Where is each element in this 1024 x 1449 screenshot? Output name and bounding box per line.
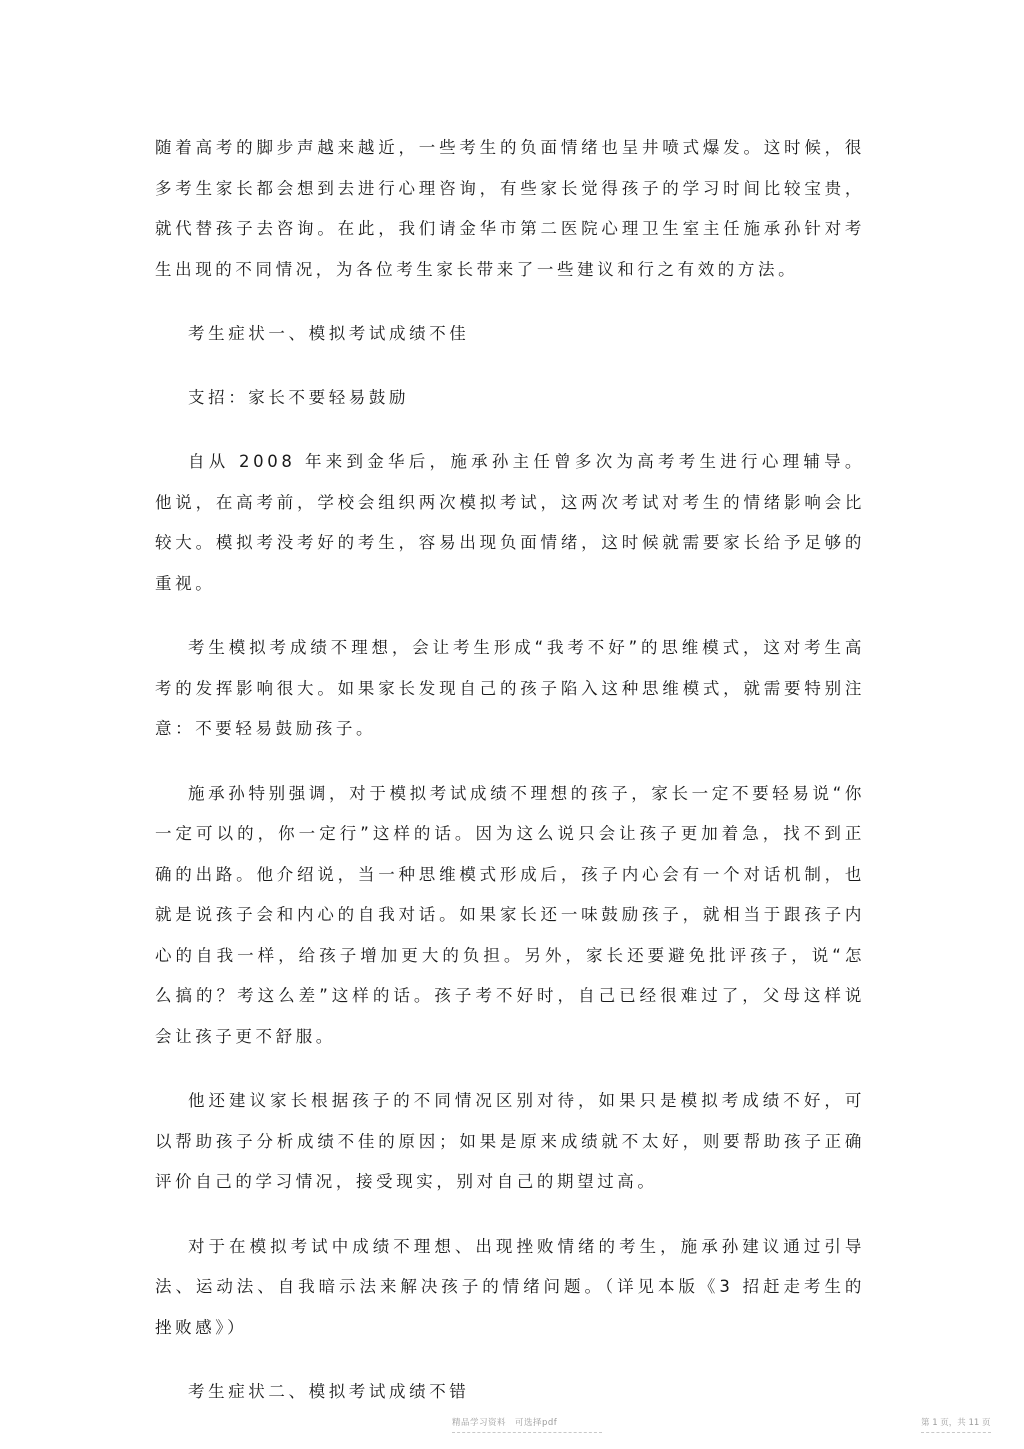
footer-watermark-text: 精品学习资料 可选择pdf xyxy=(452,1418,558,1428)
intro-paragraph: 随着高考的脚步声越来越近，一些考生的负面情绪也呈井喷式爆发。这时候，很多考生家长都会想到去进行心理咨询，有些家长觉得孩子的学习时间比较宝贵，就代替孩子去咨询。在此，我们请金华市第二医院心理卫生室主任施承孙针对考生出现的不同情况，为各位考生家长带来了一些建议和行之有效的方法。 xyxy=(155,138,865,279)
body-paragraph-5: 他还建议家长根据孩子的不同情况区别对待，如果只是模拟考成绩不好，可以帮助孩子分析成绩不佳的原因；如果是原来成绩就不太好，则要帮助孩子正确评价自己的学习情况，接受现实，别对自己的期望过高。 xyxy=(155,1091,865,1191)
page-number-text: 第 1 页，共 11 页 xyxy=(921,1418,991,1428)
section-heading-symptom-1: 考生症状一、模拟考试成绩不佳 xyxy=(188,324,470,343)
spacer xyxy=(155,604,865,628)
document-body xyxy=(155,128,865,1412)
spacer xyxy=(155,1057,865,1081)
spacer xyxy=(155,418,865,442)
footer-dashed-line-right xyxy=(921,1432,991,1433)
body-paragraph-6: 对于在模拟考试中成绩不理想、出现挫败情绪的考生，施承孙建议通过引导法、运动法、自我暗示法来解决孩子的情绪问题。（详见本版《3 招赶走考生的挫败感》） xyxy=(155,1236,865,1337)
spacer xyxy=(155,750,865,774)
spacer xyxy=(155,1203,865,1227)
body-paragraph-3: 考生模拟考成绩不理想，会让考生形成“我考不好”的思维模式，这对考生高考的发挥影响很大。如果家长发现自己的孩子陷入这种思维模式，就需要特别注意：不要轻易鼓励孩子。 xyxy=(155,638,865,738)
footer-watermark xyxy=(452,1416,622,1433)
section-subheading-tip-1: 支招：家长不要轻易鼓励 xyxy=(188,388,410,407)
footer-dashed-line xyxy=(452,1432,602,1433)
body-paragraph-2: 自从 2008 年来到金华后，施承孙主任曾多次为高考考生进行心理辅导。他说，在高考前，学校会组织两次模拟考试，这两次考试对考生的情绪影响会比较大。模拟考没考好的考生，容易出现负面情绪，这时候就需要家长给予足够的重视。 xyxy=(155,452,865,593)
section-heading-symptom-2: 考生症状二、模拟考试成绩不错 xyxy=(188,1382,470,1401)
footer-page-number xyxy=(921,1416,1021,1433)
page-footer xyxy=(0,1416,1024,1446)
spacer xyxy=(155,1348,865,1372)
body-paragraph-4: 施承孙特别强调，对于模拟考试成绩不理想的孩子，家长一定不要轻易说“你一定可以的，你一定行”这样的话。因为这么说只会让孩子更加着急，找不到正确的出路。他介绍说，当一种思维模式形成后，孩子内心会有一个对话机制，也就是说孩子会和内心的自我对话。如果家长还一味鼓励孩子，就相当于跟孩子内心的自我一样，给孩子增加更大的负担。另外，家长还要避免批评孩子，说“怎么搞的？考这么差”这样的话。孩子考不好时，自己已经很难过了，父母这样说会让孩子更不舒服。 xyxy=(155,783,865,1046)
spacer xyxy=(155,354,865,378)
spacer xyxy=(155,290,865,314)
